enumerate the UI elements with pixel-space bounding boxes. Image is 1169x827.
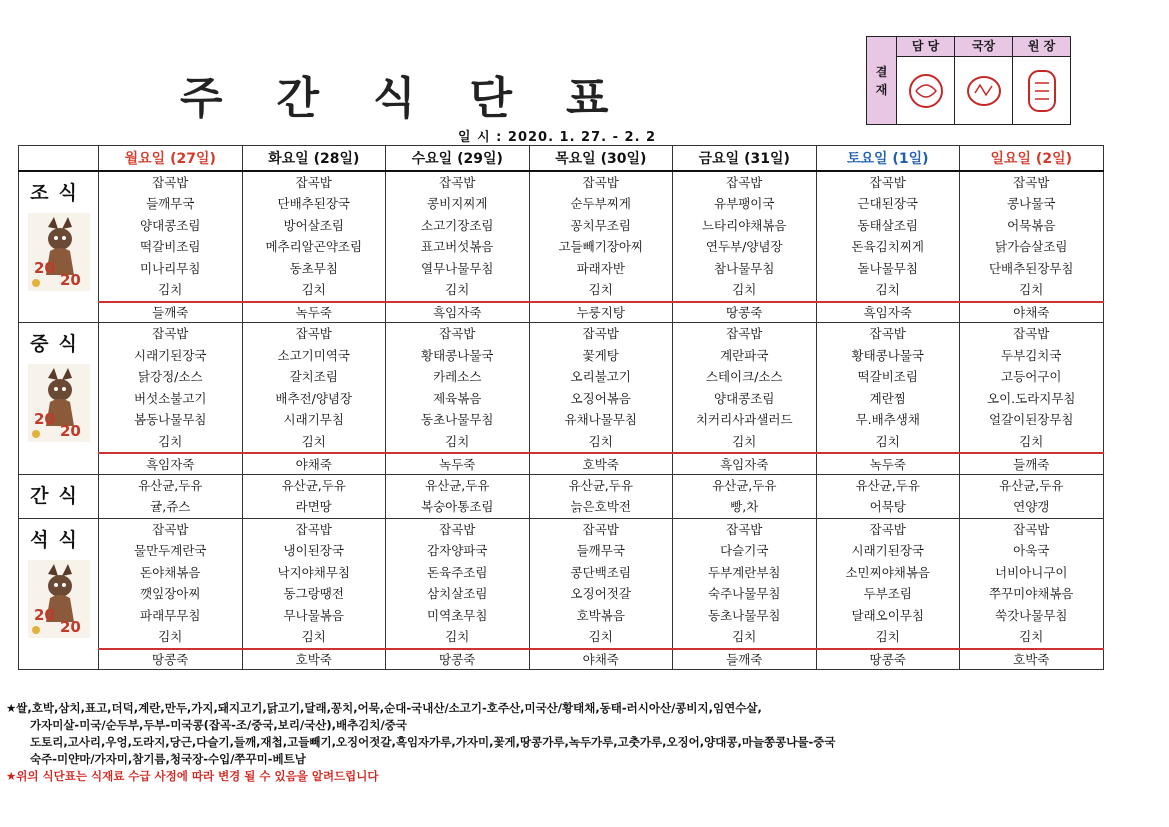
menu-item: 봄동나물무침 <box>134 412 207 427</box>
menu-item: 열무나물무침 <box>421 260 494 276</box>
menu-item: 계란찜 <box>869 390 906 406</box>
menu-item: 양대콩조림 <box>714 390 775 406</box>
menu-item: 얼갈이된장무침 <box>988 412 1074 427</box>
menu-item: 시래기무침 <box>283 412 344 427</box>
menu-cell <box>386 323 530 454</box>
menu-item: 스테이크/소스 <box>705 369 783 384</box>
menu-item: 유산균,두유 <box>138 477 203 493</box>
meal-label: 조식 <box>30 181 87 204</box>
menu-item: 잡곡밥 <box>439 326 476 341</box>
meal-row-dinner <box>19 518 1104 649</box>
menu-item: 잡곡밥 <box>1013 174 1050 190</box>
approval-side-char: 재 <box>875 82 888 97</box>
menu-item: 유부팽이국 <box>714 196 775 211</box>
menu-item: 근대된장국 <box>857 196 918 211</box>
menu-item: 김치 <box>1019 629 1044 644</box>
menu-item: 유산균,두유 <box>855 477 920 493</box>
menu-item: 김치 <box>588 282 613 297</box>
menu-item: 쑥갓나물무침 <box>995 607 1068 623</box>
menu-item: 동초나물무침 <box>421 412 494 427</box>
menu-item: 콩비지찌게 <box>427 196 488 211</box>
day-header: 화요일 (28일) <box>242 146 386 171</box>
menu-item: 동태살조림 <box>857 217 918 233</box>
menu-item: 두부계란부침 <box>708 564 781 580</box>
mascot-2020-icon <box>28 364 90 442</box>
menu-item: 김치 <box>158 433 183 449</box>
menu-cell <box>960 171 1104 302</box>
menu-item: 유산균,두유 <box>712 477 777 493</box>
menu-cell <box>960 474 1104 518</box>
menu-item: 잡곡밥 <box>1013 521 1050 537</box>
menu-item: 카레소스 <box>433 369 482 384</box>
menu-item: 미역초무침 <box>427 607 488 623</box>
menu-item: 메추리알곤약조림 <box>265 239 363 254</box>
menu-item: 참나물무침 <box>714 260 775 276</box>
mascot-2020-icon <box>28 213 90 291</box>
menu-cell <box>99 323 243 454</box>
menu-cell <box>242 171 386 302</box>
porridge-row <box>19 649 1104 670</box>
porridge-cell: 야채죽 <box>960 302 1104 323</box>
menu-item: 감자양파국 <box>427 543 488 558</box>
menu-item: 복숭아통조림 <box>421 499 494 514</box>
menu-item: 잡곡밥 <box>152 521 189 537</box>
menu-cell <box>242 474 386 518</box>
meal-row-breakfast <box>19 171 1104 302</box>
menu-item: 잡곡밥 <box>295 326 332 341</box>
menu-item: 배추전/양념장 <box>275 390 353 406</box>
menu-item: 꽃게탕 <box>582 347 619 363</box>
menu-item: 잡곡밥 <box>726 326 763 341</box>
approval-head: 담 당 <box>897 37 954 57</box>
svg-text:20: 20 <box>59 617 81 636</box>
menu-item: 소민찌야채볶음 <box>845 564 931 580</box>
menu-item: 깻잎장아찌 <box>140 586 201 601</box>
menu-item: 닭강정/소스 <box>137 369 203 384</box>
menu-item: 잡곡밥 <box>152 326 189 341</box>
approval-seal <box>897 57 954 124</box>
menu-item: 다슬기국 <box>720 543 769 558</box>
menu-item: 양대콩조림 <box>140 217 201 233</box>
menu-item: 잡곡밥 <box>726 521 763 537</box>
porridge-cell: 호박죽 <box>242 649 386 670</box>
menu-item: 김치 <box>875 282 900 297</box>
red-seal-stamp <box>962 69 1006 113</box>
menu-cell <box>816 171 960 302</box>
menu-item: 잡곡밥 <box>582 521 619 537</box>
meal-label-cell <box>19 474 99 518</box>
approval-head: 국장 <box>955 37 1012 57</box>
meal-row-lunch <box>19 323 1104 454</box>
menu-item: 김치 <box>445 433 470 449</box>
menu-item: 잡곡밥 <box>1013 326 1050 341</box>
menu-item: 삼치살조림 <box>427 586 488 601</box>
menu-item: 김치 <box>301 282 326 297</box>
approval-col-director <box>955 37 1013 124</box>
menu-item: 시래기된장국 <box>851 543 924 558</box>
menu-item: 유산균,두유 <box>999 477 1064 493</box>
menu-item: 잡곡밥 <box>152 174 189 190</box>
menu-cell <box>99 474 243 518</box>
menu-item: 표고버섯볶음 <box>421 239 494 254</box>
menu-item: 계란파국 <box>720 347 769 363</box>
menu-item: 물만두계란국 <box>134 543 207 558</box>
menu-item: 제육볶음 <box>433 390 482 406</box>
menu-item: 치커리사과샐러드 <box>695 412 793 427</box>
porridge-cell: 들깨죽 <box>673 649 817 670</box>
menu-item: 냉이된장국 <box>283 543 344 558</box>
menu-cell <box>386 474 530 518</box>
menu-item: 무.배추생채 <box>855 412 920 427</box>
menu-item: 오징어젓갈 <box>570 586 631 601</box>
menu-cell <box>242 518 386 649</box>
change-warning: ★위의 식단표는 식재료 수급 사정에 따라 변경 될 수 있음을 알려드립니다 <box>6 769 379 783</box>
origin-note: 가자미살-미국/순두부,두부-미국콩(잡곡-조/중국,보리/국산),배추김치/중국 <box>30 718 407 732</box>
approval-head: 원 장 <box>1013 37 1070 57</box>
menu-item: 떡갈비조림 <box>140 239 201 254</box>
porridge-cell: 땅콩죽 <box>673 302 817 323</box>
svg-text:20: 20 <box>59 270 81 289</box>
menu-cell <box>673 518 817 649</box>
menu-item: 돈야채볶음 <box>140 564 201 580</box>
meal-label: 중식 <box>30 333 87 355</box>
menu-item: 낙지야채무침 <box>277 564 350 580</box>
menu-item: 김치 <box>588 433 613 449</box>
menu-cell <box>816 518 960 649</box>
menu-item: 빵,차 <box>730 499 759 514</box>
porridge-cell: 땅콩죽 <box>816 649 960 670</box>
menu-item: 들깨무국 <box>576 543 625 558</box>
day-header-row <box>19 146 1104 171</box>
approval-seal <box>1013 57 1070 124</box>
menu-cell <box>673 474 817 518</box>
approval-seal <box>955 57 1012 124</box>
menu-item: 잡곡밥 <box>582 326 619 341</box>
menu-item: 숙주나물무침 <box>708 586 781 601</box>
porridge-cell: 흑임자죽 <box>99 453 243 474</box>
menu-item: 파래자반 <box>576 260 625 276</box>
menu-item: 연두부/양념장 <box>705 239 783 254</box>
menu-cell <box>673 323 817 454</box>
menu-item: 잡곡밥 <box>869 174 906 190</box>
menu-item: 김치 <box>158 282 183 297</box>
menu-item: 김치 <box>301 433 326 449</box>
menu-cell <box>816 323 960 454</box>
porridge-cell: 흑임자죽 <box>816 302 960 323</box>
porridge-cell: 녹두죽 <box>386 453 530 474</box>
menu-item: 쭈꾸미야채볶음 <box>988 586 1074 601</box>
corner-cell <box>19 146 99 171</box>
origin-note: 도토리,고사리,우엉,도라지,당근,다슬기,들깨,재첩,고들빼기,오징어젓갈,흑임자가루,가자미,꽃게,땅콩가루,녹두가루,고춧가루,오징어,양대콩,마늘쫑콩나물-중국 <box>30 735 836 749</box>
svg-text:20: 20 <box>33 258 55 277</box>
menu-item: 느타리야채볶음 <box>701 217 787 233</box>
menu-item: 파래무무침 <box>140 607 201 623</box>
menu-item: 어묵탕 <box>869 499 906 514</box>
menu-item: 유채나물무침 <box>564 412 637 427</box>
menu-item: 김치 <box>1019 433 1044 449</box>
day-header: 목요일 (30일) <box>529 146 673 171</box>
menu-item: 단배추된장국 <box>277 196 350 211</box>
porridge-cell: 야채죽 <box>529 649 673 670</box>
day-header: 토요일 (1일) <box>816 146 960 171</box>
weekly-menu-table <box>18 145 1104 670</box>
menu-cell <box>242 323 386 454</box>
menu-item: 김치 <box>445 282 470 297</box>
menu-item: 돈육김치찌게 <box>851 239 924 254</box>
menu-item: 너비아니구이 <box>995 564 1068 580</box>
approval-side-char: 결 <box>875 64 888 79</box>
menu-item: 동초나물무침 <box>708 607 781 623</box>
menu-item: 김치 <box>1019 282 1044 297</box>
porridge-row <box>19 302 1104 323</box>
menu-item: 콩나물국 <box>1007 196 1056 211</box>
page-title: 주간식단표 <box>180 73 663 124</box>
menu-item: 꽁치무조림 <box>570 217 631 233</box>
menu-cell <box>673 171 817 302</box>
menu-cell <box>816 474 960 518</box>
menu-item: 김치 <box>732 282 757 297</box>
menu-item: 김치 <box>875 433 900 449</box>
menu-item: 떡갈비조림 <box>857 369 918 384</box>
porridge-cell: 들깨죽 <box>99 302 243 323</box>
svg-text:20: 20 <box>33 410 55 428</box>
menu-item: 김치 <box>158 629 183 644</box>
porridge-cell: 들깨죽 <box>960 453 1104 474</box>
approval-col-staff <box>897 37 955 124</box>
meal-label: 석식 <box>30 528 87 551</box>
red-seal-stamp <box>1020 65 1064 117</box>
notes <box>6 700 1156 785</box>
porridge-cell: 땅콩죽 <box>99 649 243 670</box>
origin-note: 숙주-미얀마/가자미,참기름,청국장-수입/쭈꾸미-베트남 <box>30 752 306 766</box>
menu-item: 시래기된장국 <box>134 347 207 363</box>
approval-side-label <box>867 37 897 124</box>
menu-item: 고들빼기장아찌 <box>558 239 644 254</box>
menu-cell <box>960 323 1104 454</box>
menu-item: 라면땅 <box>295 499 332 514</box>
menu-cell <box>529 474 673 518</box>
porridge-cell: 흑임자죽 <box>386 302 530 323</box>
menu-item: 돈육주조림 <box>427 564 488 580</box>
menu-item: 잡곡밥 <box>439 521 476 537</box>
menu-cell <box>386 518 530 649</box>
porridge-cell: 땅콩죽 <box>386 649 530 670</box>
mascot-2020-icon <box>28 560 90 638</box>
menu-item: 단배추된장무침 <box>988 260 1074 276</box>
day-header: 월요일 (27일) <box>99 146 243 171</box>
meal-label-cell <box>19 323 99 475</box>
menu-item: 김치 <box>732 433 757 449</box>
menu-cell <box>529 171 673 302</box>
menu-item: 동초무침 <box>289 260 338 276</box>
menu-item: 아욱국 <box>1013 543 1050 558</box>
porridge-cell: 녹두죽 <box>242 302 386 323</box>
meal-label: 간식 <box>30 484 87 507</box>
menu-item: 잡곡밥 <box>295 174 332 190</box>
approval-box <box>866 36 1071 125</box>
porridge-cell: 야채죽 <box>242 453 386 474</box>
menu-cell <box>529 323 673 454</box>
meal-row-snack <box>19 474 1104 518</box>
day-header: 일요일 (2일) <box>960 146 1104 171</box>
menu-item: 늙은호박전 <box>570 499 631 514</box>
svg-text:20: 20 <box>33 605 55 624</box>
menu-item: 황태콩나물국 <box>851 347 924 363</box>
meal-label-cell <box>19 171 99 323</box>
menu-item: 잡곡밥 <box>869 521 906 537</box>
day-header: 수요일 (29일) <box>386 146 530 171</box>
porridge-row <box>19 453 1104 474</box>
menu-item: 잡곡밥 <box>582 174 619 190</box>
red-seal-stamp <box>904 69 948 113</box>
menu-item: 김치 <box>732 629 757 644</box>
menu-item: 어묵볶음 <box>1007 217 1056 233</box>
menu-item: 순두부찌게 <box>570 196 631 211</box>
menu-item: 황태콩나물국 <box>421 347 494 363</box>
menu-item: 잡곡밥 <box>869 326 906 341</box>
origin-note: ★쌀,호박,삼치,표고,더덕,계란,만두,가지,돼지고기,닭고기,달래,꽁치,어묵,순대-국내산/소고기-호주산,미국산/황태채,동태-러시아산/콩비지,임연수살, <box>6 701 762 715</box>
menu-item: 연양갱 <box>1013 499 1050 514</box>
menu-item: 돌나물무침 <box>857 260 918 276</box>
menu-item: 버섯소불고기 <box>134 390 207 406</box>
porridge-cell: 호박죽 <box>529 453 673 474</box>
menu-cell <box>386 171 530 302</box>
menu-cell <box>960 518 1104 649</box>
meal-label-cell <box>19 518 99 670</box>
menu-item: 잡곡밥 <box>295 521 332 537</box>
porridge-cell: 호박죽 <box>960 649 1104 670</box>
menu-item: 오징어볶음 <box>570 390 631 406</box>
menu-cell <box>99 518 243 649</box>
menu-item: 오이.도라지무침 <box>987 390 1076 406</box>
menu-item: 소고기장조림 <box>421 217 494 233</box>
menu-item: 미나리무침 <box>140 260 201 276</box>
menu-cell <box>529 518 673 649</box>
porridge-cell: 누룽지탕 <box>529 302 673 323</box>
menu-item: 닭가슴살조림 <box>995 239 1068 254</box>
menu-item: 유산균,두유 <box>425 477 490 493</box>
menu-item: 두부조림 <box>863 586 912 601</box>
menu-item: 귤,쥬스 <box>150 499 191 514</box>
porridge-cell: 흑임자죽 <box>673 453 817 474</box>
date-range: 일 시 : 2020. 1. 27. - 2. 2 <box>458 130 657 145</box>
menu-item: 유산균,두유 <box>568 477 633 493</box>
menu-item: 달래오이무침 <box>851 607 924 623</box>
menu-item: 호박볶음 <box>576 607 625 623</box>
menu-item: 두부김치국 <box>1001 347 1062 363</box>
menu-item: 유산균,두유 <box>281 477 346 493</box>
menu-item: 오리불고기 <box>570 369 631 384</box>
menu-item: 잡곡밥 <box>439 174 476 190</box>
menu-item: 김치 <box>875 629 900 644</box>
menu-item: 김치 <box>588 629 613 644</box>
approval-col-head <box>1013 37 1070 124</box>
menu-item: 콩단백조림 <box>570 564 631 580</box>
menu-item: 무나물볶음 <box>283 607 344 623</box>
menu-item: 김치 <box>445 629 470 644</box>
menu-item: 소고기미역국 <box>277 347 350 363</box>
svg-text:20: 20 <box>59 422 81 440</box>
menu-item: 동그랑땡전 <box>283 586 344 601</box>
menu-item: 방어살조림 <box>283 217 344 233</box>
day-header: 금요일 (31일) <box>673 146 817 171</box>
porridge-cell: 녹두죽 <box>816 453 960 474</box>
menu-item: 들깨무국 <box>146 196 195 211</box>
menu-item: 고등어구이 <box>1001 369 1062 384</box>
menu-cell <box>99 171 243 302</box>
menu-item: 김치 <box>301 629 326 644</box>
menu-item: 갈치조림 <box>289 369 338 384</box>
menu-item: 잡곡밥 <box>726 174 763 190</box>
